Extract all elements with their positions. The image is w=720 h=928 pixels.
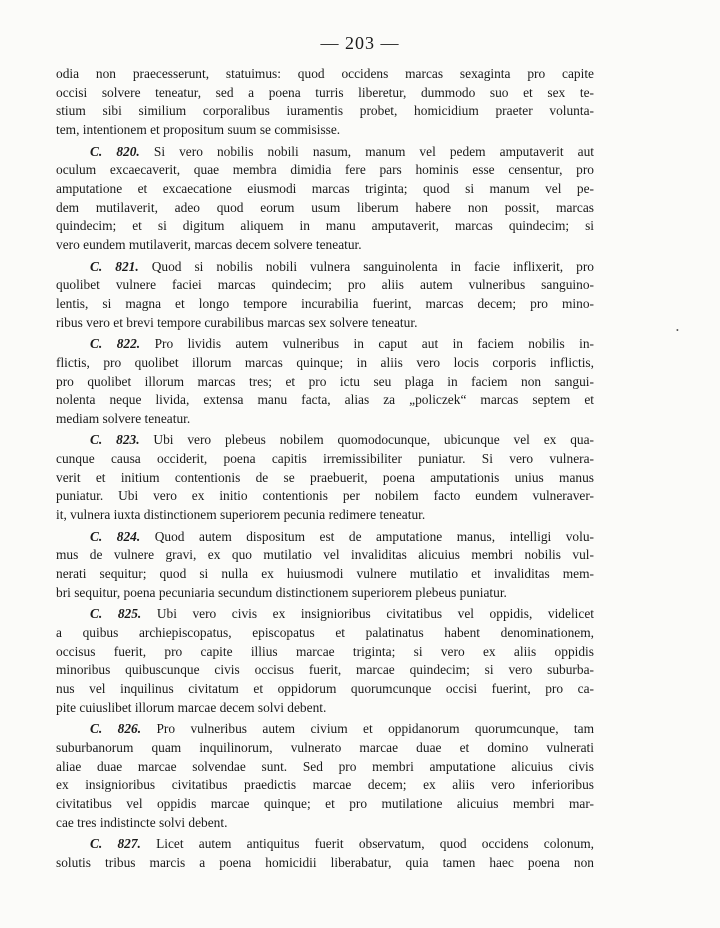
line-text: occisi solvere teneatur, sed a poena turris liberetur, dummodo suo et sex te- (56, 84, 594, 100)
section-number: C. 827. (90, 836, 141, 852)
line-text: solutis tribus marcis a poena homicidii liberabatur, quia tamen haec poena non (56, 854, 594, 870)
text-line (56, 180, 594, 199)
section-number: C. 824. (90, 528, 141, 544)
text-line (56, 720, 594, 739)
text-line (56, 643, 594, 662)
line-text: tem, intentionem et propositum suum se commisisse. (56, 121, 341, 137)
line-text: nolenta neque livida, extensa manu facta, alias za „policzek“ marcas septem et (56, 392, 594, 408)
line-text: Quod si nobilis nobili vulnera sanguinolenta in facie inflixerit, pro (151, 258, 594, 274)
text-line (56, 699, 594, 718)
section-number: C. 821. (90, 258, 139, 274)
line-text: nerati sequitur; quod si nulla ex huiusmodi vulnere mutilatio et invaliditas mem- (56, 566, 594, 582)
text-line (56, 565, 594, 584)
line-text: nus vel inquilinus civitatum et oppidorum quorumcunque occisi fuerint, pro ca- (56, 681, 594, 696)
text-line (56, 161, 594, 180)
text-line (56, 835, 594, 854)
line-text: Ubi vero plebeus nobilem quomodocunque, ubicunque vel ex qua- (153, 432, 594, 448)
paragraph (56, 528, 594, 603)
text-line (56, 528, 594, 547)
section-number: C. 826. (90, 721, 142, 737)
line-text: a quibus archiepiscopatus, episcopatus et palatinatus habent denominationem, (56, 625, 594, 641)
text-line (56, 854, 594, 873)
line-text: quindecim; et si digitum aliquem in manu amputaverit, marcas quindecim; si (56, 218, 594, 234)
line-text: Licet autem antiquitus fuerit observatum, quod occidens colonum, (156, 836, 594, 852)
text-line (56, 450, 594, 469)
text-line (56, 373, 594, 392)
line-text: Quod autem dispositum est de amputatione manus, intelligi volu- (154, 528, 595, 544)
line-text: flictis, pro quolibet illorum marcas quinque; in aliis vero locis corporis inflictis, (56, 354, 594, 370)
section-number: C. 822. (90, 336, 141, 352)
line-text: verit et initium contentionis de se praebuerit, poena amputationis unius manus (56, 469, 594, 485)
text-line (56, 65, 594, 84)
margin-dot: • (676, 326, 679, 335)
text-line (56, 661, 594, 680)
paragraph (56, 65, 594, 140)
line-text: amputatione et excaecatione eiusmodi marcas triginta; quod si manum vel pe- (56, 180, 594, 196)
text-line (56, 335, 594, 354)
line-text: quolibet vulnere faciei marcas quindecim; pro aliis autem vulneribus sanguino- (56, 277, 594, 293)
page-number: — 203 — (320, 33, 400, 53)
line-text: dem mutilaverit, adeo quod eorum usum liberum habere non possit, marcas (56, 199, 594, 215)
line-text: aliae duae marcae solvendae sunt. Sed pro membri amputatione alicuius civis (56, 758, 594, 774)
text-line (56, 102, 594, 121)
text-line (56, 776, 594, 795)
line-text: Pro lividis autem vulneribus in caput aut in faciem nobilis in- (154, 336, 594, 352)
text-line (56, 546, 594, 565)
line-text: Si vero nobilis nobili nasum, manum vel pedem amputaverit aut (153, 143, 595, 159)
paragraph (56, 605, 594, 717)
paragraph (56, 431, 594, 524)
text-line (56, 199, 594, 218)
text-line (56, 314, 594, 333)
text-line (56, 487, 594, 506)
text-line (56, 143, 594, 162)
text-line (56, 431, 594, 450)
text-line (56, 258, 594, 277)
line-text: mediam solvere teneatur. (56, 410, 191, 426)
line-text: civitatibus vel oppidis marcae quinque; et pro mutilatione alicuius membri mar- (56, 795, 594, 811)
line-text: cae tres indistincte solvi debent. (56, 814, 228, 830)
line-text: oculum excaecaverit, quae membra dimidia fere pars hominis esse censentur, pro (56, 162, 594, 178)
text-line (56, 605, 594, 624)
text-line (56, 276, 594, 295)
text-line (56, 795, 594, 814)
text-body (56, 65, 594, 873)
text-line (56, 410, 594, 429)
text-line (56, 354, 594, 373)
text-line (56, 739, 594, 758)
paragraph (56, 720, 594, 832)
text-line (56, 758, 594, 777)
line-text: stium sibi similium corporalibus iuramentis probet, homicidium praeter volunta- (56, 103, 594, 119)
line-text: pite cuiuslibet illorum marcae decem solvi debent. (56, 699, 327, 715)
line-text: pro quolibet illorum marcas tres; et pro ictu seu plaga in faciem non sangui- (56, 373, 594, 389)
line-text: lentis, si magna et longo tempore incurabilia fuerint, marcas decem; pro mino- (56, 295, 594, 311)
line-text: it, vulnera iuxta distinctionem superiorem pecunia redimere teneatur. (56, 507, 426, 523)
paragraph (56, 335, 594, 428)
line-text: ex insignioribus civitatibus praedictis marcae decem; ex aliis vero inferioribus (56, 777, 594, 793)
text-line (56, 814, 594, 833)
text-line (56, 121, 594, 140)
paragraph (56, 835, 594, 872)
text-line (56, 391, 594, 410)
section-number: C. 823. (90, 432, 140, 448)
line-text: cunque causa occiderit, poena capitis irremissibiliter puniatur. Si vero vulnera- (56, 451, 594, 467)
line-text: minoribus quibuscunque civis occisus fuerit, marcae quindecim; si vero suburba- (56, 662, 594, 678)
text-line (56, 624, 594, 643)
text-line (56, 217, 594, 236)
line-text: ribus vero et brevi tempore curabilibus marcas sex solvere teneatur. (56, 314, 418, 330)
text-line (56, 295, 594, 314)
line-text: Ubi vero civis ex insignioribus civitatibus vel oppidis, videlicet (156, 606, 594, 622)
text-line (56, 584, 594, 603)
section-number: C. 825. (90, 606, 142, 622)
line-text: Pro vulneribus autem civium et oppidanorum quorumcunque, tam (156, 721, 594, 737)
text-line (56, 469, 594, 488)
line-text: mus de vulnere gravi, ex quo mutilatio vel invaliditas alicuius membri nobilis vul- (56, 547, 594, 563)
line-text: occisus fuerit, pro capite illius marcae triginta; si vero ex aliis oppidis (56, 643, 594, 659)
text-line (56, 680, 594, 699)
paragraph (56, 143, 594, 255)
line-text: odia non praecesserunt, statuimus: quod occidens marcas sexaginta pro capite (56, 66, 594, 81)
line-text: puniatur. Ubi vero ex initio contentionis per nobilem facto eundem vulneraver- (56, 488, 594, 504)
paragraph (56, 258, 594, 333)
line-text: suburbanorum quam inquilinorum, vulnerato marcae duae et domino vulnerati (56, 739, 594, 755)
text-line (56, 236, 594, 255)
line-text: bri sequitur, poena pecuniaria secundum distinctionem superiorem plebeus puniatur. (56, 584, 507, 600)
section-number: C. 820. (90, 143, 140, 159)
text-line (56, 506, 594, 525)
line-text: vero eundem mutilaverit, marcas decem solvere teneatur. (56, 236, 362, 252)
text-line (56, 84, 594, 103)
